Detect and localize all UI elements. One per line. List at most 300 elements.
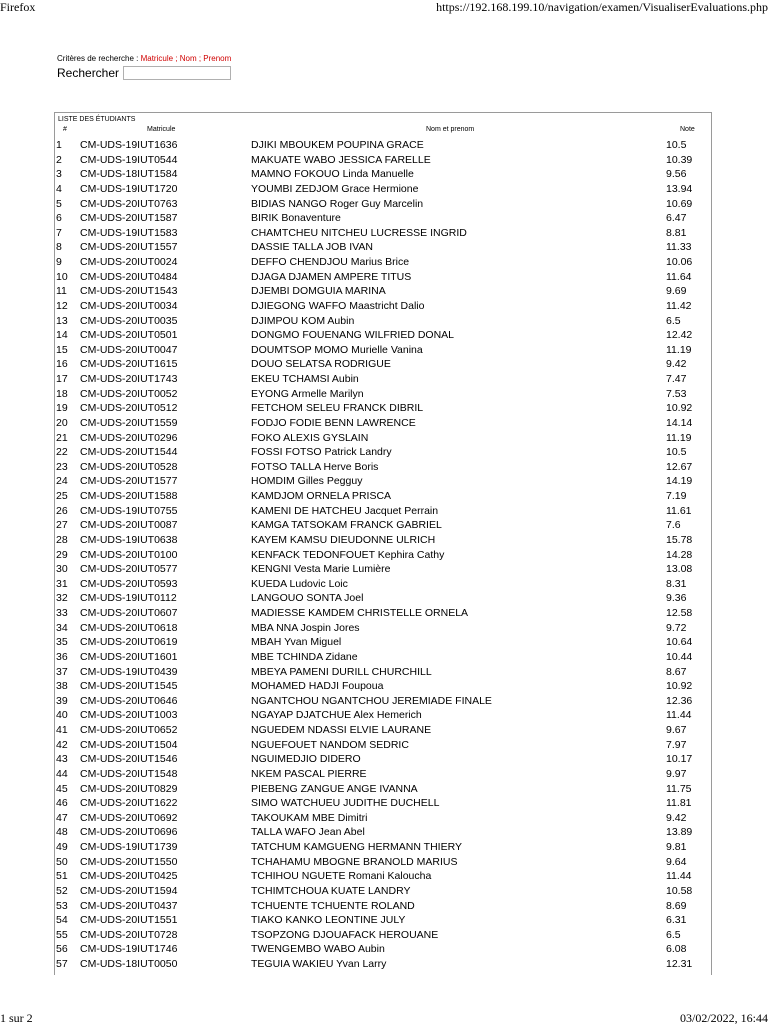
table-row — [55, 840, 711, 855]
student-list — [54, 112, 712, 975]
row-matricule: CM-UDS-19IUT0638 — [80, 533, 178, 546]
row-name: TALLA WAFO Jean Abel — [251, 826, 365, 839]
table-row — [55, 504, 711, 519]
row-note: 6.47 — [666, 212, 687, 225]
row-note: 12.58 — [666, 607, 693, 619]
browser-app-name: Firefox — [0, 0, 36, 14]
row-name: PIEBENG ZANGUE ANGE IVANNA — [251, 782, 418, 795]
row-matricule: CM-UDS-20IUT0501 — [80, 329, 178, 342]
row-matricule: CM-UDS-20IUT0425 — [80, 870, 178, 883]
row-name: TAKOUKAM MBE Dimitri — [251, 811, 368, 824]
table-row — [55, 752, 711, 767]
row-number: 47 — [56, 811, 68, 824]
row-number: 3 — [56, 168, 62, 181]
row-name: DJEMBI DOMGUIA MARINA — [251, 285, 386, 298]
row-note: 8.67 — [666, 665, 687, 678]
row-name: DONGMO FOUENANG WILFRIED DONAL — [251, 329, 455, 342]
row-note: 13.89 — [666, 826, 693, 839]
row-name: KENGNI Vesta Marie Lumière — [251, 563, 391, 576]
row-note: 10.69 — [666, 197, 693, 210]
row-note: 10.39 — [666, 153, 693, 166]
row-matricule: CM-UDS-19IUT0755 — [80, 504, 178, 517]
column-header-matricule: Matricule — [147, 126, 176, 133]
row-note: 15.78 — [666, 533, 693, 546]
row-matricule: CM-UDS-20IUT0437 — [80, 899, 178, 912]
row-matricule: CM-UDS-20IUT0607 — [80, 607, 178, 619]
row-name: FETCHOM SELEU FRANCK DIBRIL — [251, 402, 424, 415]
row-name: KAMENI DE HATCHEU Jacquet Perrain — [251, 504, 439, 517]
row-note: 7.6 — [666, 519, 681, 532]
row-note: 6.08 — [666, 943, 687, 956]
row-name: DASSIE TALLA JOB IVAN — [251, 241, 373, 254]
row-name: KENFACK TEDONFOUET Kephira Cathy — [251, 548, 445, 561]
row-note: 12.36 — [666, 694, 693, 707]
row-note: 9.67 — [666, 724, 687, 736]
search-criteria — [57, 54, 231, 64]
row-number: 16 — [56, 358, 68, 371]
row-note: 11.44 — [666, 709, 692, 722]
row-number: 23 — [56, 460, 68, 473]
row-note: 6.31 — [666, 914, 687, 927]
row-number: 7 — [56, 226, 62, 239]
row-note: 13.08 — [666, 563, 693, 576]
row-number: 34 — [56, 621, 68, 634]
row-note: 14.14 — [666, 416, 693, 429]
row-name: FOKO ALEXIS GYSLAIN — [251, 431, 369, 444]
row-note: 8.69 — [666, 899, 687, 912]
row-name: KAMGA TATSOKAM FRANCK GABRIEL — [251, 519, 442, 532]
row-name: DEFFO CHENDJOU Marius Brice — [251, 256, 410, 268]
search-input[interactable] — [123, 66, 231, 80]
row-number: 50 — [56, 855, 68, 868]
table-row — [55, 255, 711, 270]
row-number: 36 — [56, 650, 68, 663]
table-row — [55, 182, 711, 197]
row-note: 14.19 — [666, 475, 693, 488]
row-matricule: CM-UDS-20IUT0052 — [80, 387, 178, 400]
row-number: 44 — [56, 767, 68, 780]
search-label: Rechercher — [57, 66, 120, 80]
row-matricule: CM-UDS-20IUT0484 — [80, 270, 178, 283]
table-row — [55, 562, 711, 577]
row-matricule: CM-UDS-19IUT1739 — [80, 841, 178, 853]
row-number: 57 — [56, 958, 68, 970]
row-matricule: CM-UDS-20IUT0296 — [80, 431, 178, 444]
row-number: 21 — [56, 431, 68, 444]
row-matricule: CM-UDS-20IUT1546 — [80, 753, 178, 766]
row-note: 10.44 — [666, 650, 693, 663]
table-row — [55, 284, 711, 299]
table-row — [55, 942, 711, 957]
row-number: 28 — [56, 533, 68, 546]
row-number: 19 — [56, 402, 68, 415]
row-note: 7.97 — [666, 738, 687, 751]
table-row — [55, 811, 711, 826]
table-row — [55, 474, 711, 489]
row-matricule: CM-UDS-19IUT1583 — [80, 226, 178, 239]
row-note: 11.19 — [666, 343, 692, 356]
row-matricule: CM-UDS-20IUT0577 — [80, 563, 178, 576]
row-note: 9.72 — [666, 621, 687, 634]
row-name: TCHUENTE TCHUENTE ROLAND — [251, 899, 415, 912]
row-name: DOUMTSOP MOMO Murielle Vanina — [251, 343, 423, 356]
row-matricule: CM-UDS-20IUT0034 — [80, 299, 178, 312]
table-row — [55, 884, 711, 899]
row-number: 12 — [56, 299, 68, 312]
row-name: YOUMBI ZEDJOM Grace Hermione — [251, 182, 419, 195]
table-row — [55, 665, 711, 680]
table-row — [55, 855, 711, 870]
row-number: 29 — [56, 548, 68, 561]
row-number: 5 — [56, 197, 62, 210]
row-number: 40 — [56, 709, 68, 722]
row-matricule: CM-UDS-20IUT1544 — [80, 446, 178, 459]
table-row — [55, 913, 711, 928]
table-row — [55, 738, 711, 753]
row-matricule: CM-UDS-20IUT1615 — [80, 358, 178, 371]
row-name: NGUEDEM NDASSI ELVIE LAURANE — [251, 724, 432, 736]
row-number: 33 — [56, 607, 68, 619]
row-name: KAYEM KAMSU DIEUDONNE ULRICH — [251, 533, 436, 546]
table-row — [55, 460, 711, 475]
row-number: 48 — [56, 826, 68, 839]
row-number: 49 — [56, 841, 68, 853]
row-note: 9.42 — [666, 358, 687, 371]
row-name: MBEYA PAMENI DURILL CHURCHILL — [251, 665, 432, 678]
row-note: 11.33 — [666, 241, 692, 254]
row-matricule: CM-UDS-19IUT0112 — [80, 592, 177, 605]
row-matricule: CM-UDS-20IUT0619 — [80, 636, 178, 649]
row-number: 20 — [56, 416, 68, 429]
row-number: 41 — [56, 724, 68, 736]
table-row — [55, 211, 711, 226]
row-note: 14.28 — [666, 548, 693, 561]
row-name: KAMDJOM ORNELA PRISCA — [251, 490, 392, 502]
row-matricule: CM-UDS-20IUT0763 — [80, 197, 178, 210]
column-header-number: # — [63, 126, 67, 133]
row-matricule: CM-UDS-20IUT0652 — [80, 724, 178, 736]
row-number: 42 — [56, 738, 68, 751]
table-row — [55, 650, 711, 665]
row-note: 9.97 — [666, 767, 687, 780]
row-number: 9 — [56, 256, 62, 268]
row-note: 9.81 — [666, 841, 687, 853]
row-number: 14 — [56, 329, 68, 342]
row-note: 9.36 — [666, 592, 687, 605]
table-row — [55, 387, 711, 402]
row-note: 10.92 — [666, 680, 693, 693]
row-number: 13 — [56, 314, 68, 327]
row-name: NGANTCHOU NGANTCHOU JEREMIADE FINALE — [251, 694, 492, 707]
row-name: BIRIK Bonaventure — [251, 212, 341, 225]
table-row — [55, 708, 711, 723]
row-name: EKEU TCHAMSI Aubin — [251, 373, 359, 385]
row-matricule: CM-UDS-20IUT1601 — [80, 650, 178, 663]
row-name: DJIEGONG WAFFO Maastricht Dalio — [251, 299, 425, 312]
row-note: 10.06 — [666, 256, 693, 268]
row-matricule: CM-UDS-20IUT1548 — [80, 767, 178, 780]
row-note: 12.42 — [666, 329, 693, 342]
row-name: TWENGEMBO WABO Aubin — [251, 943, 385, 956]
table-row — [55, 372, 711, 387]
table-row — [55, 226, 711, 241]
search-criteria-label: Critères de recherche : — [57, 54, 141, 63]
page-counter: 1 sur 2 — [0, 1011, 33, 1025]
row-number: 52 — [56, 884, 68, 897]
row-number: 10 — [56, 270, 68, 283]
table-row — [55, 431, 711, 446]
row-note: 11.81 — [666, 797, 692, 810]
print-date: 03/02/2022, 16:44 — [679, 1011, 768, 1025]
row-note: 10.92 — [666, 402, 693, 415]
row-note: 12.67 — [666, 460, 693, 473]
table-row — [55, 167, 711, 182]
row-number: 1 — [56, 139, 62, 151]
table-row — [55, 723, 711, 738]
table-row — [55, 299, 711, 314]
row-number: 38 — [56, 680, 68, 693]
table-row — [55, 869, 711, 884]
row-number: 46 — [56, 797, 68, 810]
table-row — [55, 533, 711, 548]
table-row — [55, 606, 711, 621]
row-number: 54 — [56, 914, 68, 927]
row-name: TCHIHOU NGUETE Romani Kaloucha — [251, 870, 432, 883]
row-matricule: CM-UDS-20IUT0100 — [80, 548, 178, 561]
row-note: 10.58 — [666, 884, 693, 897]
row-name: NGUEFOUET NANDOM SEDRIC — [251, 738, 409, 751]
row-number: 37 — [56, 665, 68, 678]
row-matricule: CM-UDS-20IUT1545 — [80, 680, 178, 693]
row-number: 45 — [56, 782, 68, 795]
search-row — [57, 66, 231, 80]
row-note: 6.5 — [666, 314, 681, 327]
row-note: 10.5 — [666, 446, 687, 459]
row-number: 24 — [56, 475, 68, 488]
row-note: 9.69 — [666, 285, 687, 298]
row-matricule: CM-UDS-20IUT1003 — [80, 709, 178, 722]
list-title: LISTE DES ÉTUDIANTS — [58, 116, 136, 123]
table-row — [55, 489, 711, 504]
row-number: 4 — [56, 182, 62, 195]
row-note: 7.47 — [666, 373, 687, 385]
row-matricule: CM-UDS-18IUT1584 — [80, 168, 178, 181]
row-name: LANGOUO SONTA Joel — [251, 592, 364, 605]
row-name: TCHAHAMU MBOGNE BRANOLD MARIUS — [251, 855, 458, 868]
table-row — [55, 825, 711, 840]
row-matricule: CM-UDS-20IUT1743 — [80, 373, 178, 385]
table-row — [55, 314, 711, 329]
table-row — [55, 679, 711, 694]
row-note: 11.64 — [666, 270, 692, 283]
table-row — [55, 591, 711, 606]
row-number: 56 — [56, 943, 68, 956]
row-note: 11.61 — [666, 504, 692, 517]
table-row — [55, 401, 711, 416]
row-number: 8 — [56, 241, 62, 254]
row-matricule: CM-UDS-20IUT0618 — [80, 621, 178, 634]
table-row — [55, 357, 711, 372]
table-row — [55, 899, 711, 914]
row-number: 15 — [56, 343, 68, 356]
row-number: 18 — [56, 387, 68, 400]
row-note: 10.17 — [666, 753, 693, 766]
row-matricule: CM-UDS-20IUT0047 — [80, 343, 178, 356]
row-name: BIDIAS NANGO Roger Guy Marcelin — [251, 197, 424, 210]
row-note: 6.5 — [666, 928, 681, 941]
row-matricule: CM-UDS-20IUT0087 — [80, 519, 178, 532]
row-matricule: CM-UDS-20IUT0646 — [80, 694, 178, 707]
row-matricule: CM-UDS-20IUT1559 — [80, 416, 178, 429]
row-name: TEGUIA WAKIEU Yvan Larry — [251, 958, 387, 970]
row-matricule: CM-UDS-18IUT0050 — [80, 958, 178, 970]
row-note: 11.44 — [666, 870, 692, 883]
row-matricule: CM-UDS-19IUT0544 — [80, 153, 178, 166]
table-row — [55, 343, 711, 358]
row-note: 7.19 — [666, 490, 687, 502]
row-number: 53 — [56, 899, 68, 912]
row-name: NGUIMEDJIO DIDERO — [251, 753, 361, 766]
table-row — [55, 445, 711, 460]
row-matricule: CM-UDS-20IUT1550 — [80, 855, 178, 868]
row-name: TCHIMTCHOUA KUATE LANDRY — [251, 884, 411, 897]
row-name: FOSSI FOTSO Patrick Landry — [251, 446, 392, 459]
table-row — [55, 621, 711, 636]
table-row — [55, 328, 711, 343]
row-name: KUEDA Ludovic Loic — [251, 577, 348, 590]
row-name: MAMNO FOKOUO Linda Manuelle — [251, 168, 414, 181]
row-name: TATCHUM KAMGUENG HERMANN THIERY — [251, 841, 462, 853]
page-url: https://192.168.199.10/navigation/examen/VisualiserEvaluations.php — [436, 0, 768, 14]
row-number: 27 — [56, 519, 68, 532]
row-matricule: CM-UDS-19IUT0439 — [80, 665, 178, 678]
row-matricule: CM-UDS-19IUT1746 — [80, 943, 178, 956]
row-matricule: CM-UDS-20IUT0692 — [80, 811, 178, 824]
row-number: 30 — [56, 563, 68, 576]
row-number: 2 — [56, 153, 62, 166]
row-note: 12.31 — [666, 958, 693, 970]
row-name: DJIKI MBOUKEM POUPINA GRACE — [251, 139, 424, 151]
row-name: SIMO WATCHUEU JUDITHE DUCHELL — [251, 797, 440, 810]
row-matricule: CM-UDS-19IUT1720 — [80, 182, 178, 195]
row-matricule: CM-UDS-20IUT0024 — [80, 256, 178, 268]
row-number: 35 — [56, 636, 68, 649]
row-name: DOUO SELATSA RODRIGUE — [251, 358, 391, 371]
row-note: 9.56 — [666, 168, 687, 181]
table-row — [55, 153, 711, 168]
row-note: 9.64 — [666, 855, 687, 868]
row-name: MBAH Yvan Miguel — [251, 636, 342, 649]
row-number: 32 — [56, 592, 68, 605]
row-name: MBE TCHINDA Zidane — [251, 650, 358, 663]
table-row — [55, 197, 711, 212]
row-number: 51 — [56, 870, 68, 883]
row-number: 31 — [56, 577, 68, 590]
row-note: 11.42 — [666, 299, 692, 312]
row-note: 10.5 — [666, 139, 687, 151]
row-number: 6 — [56, 212, 62, 225]
row-matricule: CM-UDS-20IUT1577 — [80, 475, 178, 488]
table-row — [55, 548, 711, 563]
table-row — [55, 240, 711, 255]
row-matricule: CM-UDS-20IUT1551 — [80, 914, 178, 927]
row-matricule: CM-UDS-20IUT0696 — [80, 826, 178, 839]
table-body — [55, 138, 711, 972]
row-matricule: CM-UDS-20IUT1622 — [80, 797, 178, 810]
row-note: 8.81 — [666, 226, 687, 239]
row-number: 25 — [56, 490, 68, 502]
table-row — [55, 957, 711, 972]
table-row — [55, 767, 711, 782]
row-name: FOTSO TALLA Herve Boris — [251, 460, 379, 473]
row-note: 10.64 — [666, 636, 693, 649]
table-row — [55, 796, 711, 811]
row-name: TSOPZONG DJOUAFACK HEROUANE — [251, 928, 439, 941]
table-row — [55, 577, 711, 592]
table-row — [55, 270, 711, 285]
row-number: 11 — [56, 285, 67, 298]
search-criteria-values: Matricule ; Nom ; Prenom — [140, 54, 232, 63]
row-matricule: CM-UDS-20IUT1588 — [80, 490, 178, 502]
row-name: EYONG Armelle Marilyn — [251, 387, 364, 400]
table-row — [55, 635, 711, 650]
row-matricule: CM-UDS-20IUT0528 — [80, 460, 178, 473]
row-name: DJAGA DJAMEN AMPERE TITUS — [251, 270, 412, 283]
row-name: HOMDIM Gilles Pegguy — [251, 475, 363, 488]
row-note: 7.53 — [666, 387, 687, 400]
row-name: CHAMTCHEU NITCHEU LUCRESSE INGRID — [251, 226, 467, 239]
column-header-name: Nom et prenom — [426, 126, 475, 133]
table-row — [55, 928, 711, 943]
row-note: 11.75 — [666, 782, 692, 795]
row-name: DJIMPOU KOM Aubin — [251, 314, 355, 327]
row-name: TIAKO KANKO LEONTINE JULY — [251, 914, 406, 927]
row-matricule: CM-UDS-20IUT1557 — [80, 241, 178, 254]
row-name: MOHAMED HADJI Foupoua — [251, 680, 384, 693]
row-matricule: CM-UDS-20IUT0829 — [80, 782, 178, 795]
row-matricule: CM-UDS-20IUT0512 — [80, 402, 178, 415]
row-matricule: CM-UDS-20IUT1594 — [80, 884, 178, 897]
row-note: 8.31 — [666, 577, 687, 590]
row-name: MAKUATE WABO JESSICA FARELLE — [251, 153, 431, 166]
row-name: NKEM PASCAL PIERRE — [251, 767, 367, 780]
row-note: 13.94 — [666, 182, 693, 195]
row-number: 17 — [56, 373, 68, 385]
row-matricule: CM-UDS-19IUT1636 — [80, 139, 178, 151]
table-row — [55, 782, 711, 797]
row-note: 9.42 — [666, 811, 687, 824]
row-number: 55 — [56, 928, 68, 941]
row-name: MBA NNA Jospin Jores — [251, 621, 360, 634]
row-name: FODJO FODIE BENN LAWRENCE — [251, 416, 416, 429]
column-header-note: Note — [680, 126, 695, 133]
row-number: 43 — [56, 753, 68, 766]
table-row — [55, 138, 711, 153]
row-matricule: CM-UDS-20IUT1587 — [80, 212, 178, 225]
row-matricule: CM-UDS-20IUT0593 — [80, 577, 178, 590]
row-matricule: CM-UDS-20IUT1504 — [80, 738, 178, 751]
row-matricule: CM-UDS-20IUT1543 — [80, 285, 178, 298]
table-row — [55, 518, 711, 533]
row-name: MADIESSE KAMDEM CHRISTELLE ORNELA — [251, 607, 469, 619]
row-name: NGAYAP DJATCHUE Alex Hemerich — [251, 709, 422, 722]
row-number: 26 — [56, 504, 68, 517]
table-row — [55, 416, 711, 431]
row-matricule: CM-UDS-20IUT0728 — [80, 928, 178, 941]
row-number: 22 — [56, 446, 68, 459]
row-matricule: CM-UDS-20IUT0035 — [80, 314, 178, 327]
table-row — [55, 694, 711, 709]
